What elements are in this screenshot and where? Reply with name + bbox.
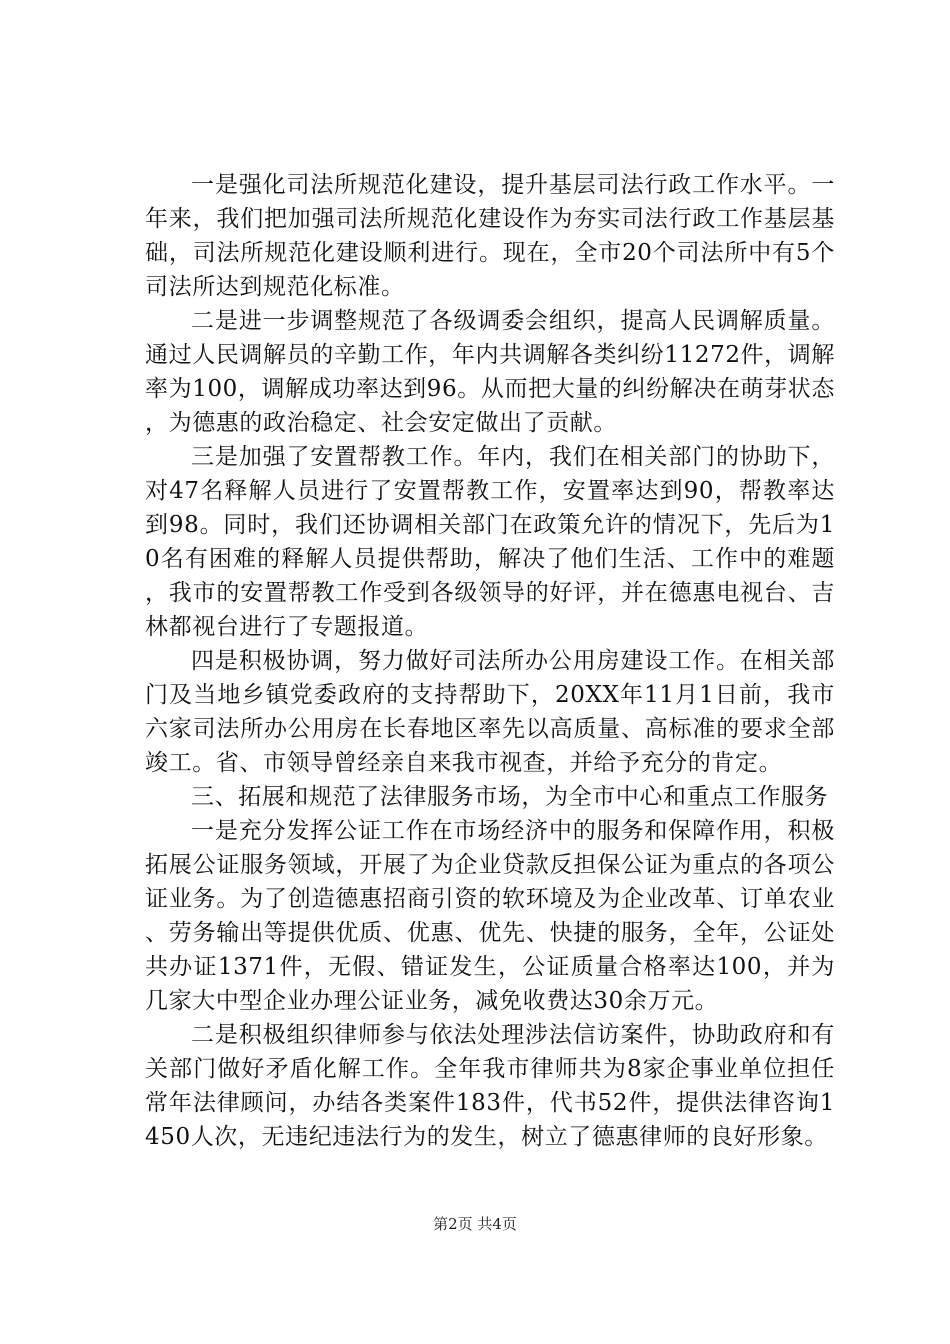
paragraph-office-building: 四是积极协调，努力做好司法所办公用房建设工作。在相关部门及当地乡镇党委政府的支持帮助下，20XX年11月1日前，我市六家司法所办公用房在长春地区率先以高质量、高标准的要求全部竣工。省、市领导曾经亲自来我市视查，并给予充分的肯定。 <box>145 648 835 776</box>
paragraph-mediation: 二是进一步调整规范了各级调委会组织，提高人民调解质量。通过人民调解员的辛勤工作，年内共调解各类纠纷11272件，调解率为100，调解成功率达到96。从而把大量的纠纷解决在萌芽状态，为德惠的政治稳定、社会安定做出了贡献。 <box>145 308 835 436</box>
paragraph-judicial-office: 一是强化司法所规范化建设，提升基层司法行政工作水平。一年来，我们把加强司法所规范化建设作为夯实司法行政工作基层基础，司法所规范化建设顺利进行。现在，全市20个司法所中有5个司法所达到规范化标准。 <box>145 172 835 300</box>
paragraph-notary: 一是充分发挥公证工作在市场经济中的服务和保障作用，积极拓展公证服务领域，开展了为企业贷款反担保公证为重点的各项公证业务。为了创造德惠招商引资的软环境及为企业改革、订单农业、劳务输出等提供优质、优惠、优先、快捷的服务，全年，公证处共办证1371件，无假、错证发生，公证质量合格率达100，并为几家大中型企业办理公证业务，减免收费达30余万元。 <box>145 818 835 1014</box>
section-heading-legal-services: 三、拓展和规范了法律服务市场，为全市中心和重点工作服务 <box>191 784 829 810</box>
document-body <box>145 168 835 1154</box>
paragraph-resettlement: 三是加强了安置帮教工作。年内，我们在相关部门的协助下，对47名释解人员进行了安置帮教工作，安置率达到90，帮教率达到98。同时，我们还协调相关部门在政策允许的情况下，先后为10名有困难的释解人员提供帮助，解决了他们生活、工作中的难题，我市的安置帮教工作受到各级领导的好评，并在德惠电视台、吉林都视台进行了专题报道。 <box>145 444 835 640</box>
paragraph-lawyers: 二是积极组织律师参与依法处理涉法信访案件，协助政府和有关部门做好矛盾化解工作。全年我市律师共为8家企事业单位担任常年法律顾问，办结各类案件183件，代书52件，提供法律咨询1450人次，无违纪违法行为的发生，树立了德惠律师的良好形象。 <box>145 1022 835 1150</box>
page-footer: 第2页 共4页 <box>433 1215 517 1233</box>
